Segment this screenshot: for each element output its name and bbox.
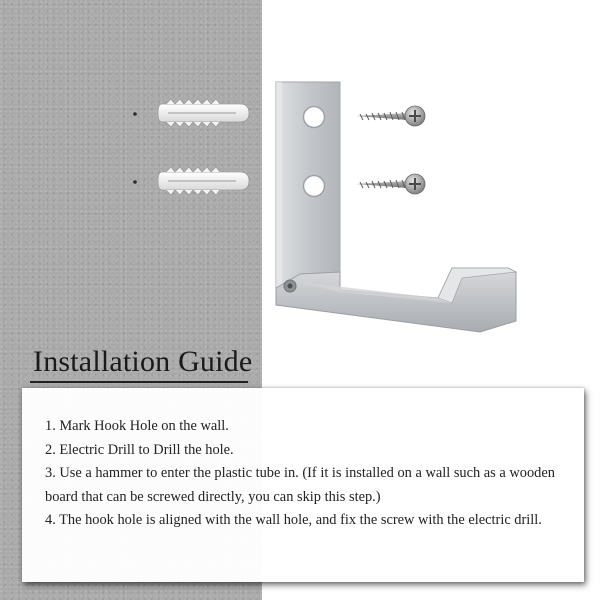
wall-anchor-top <box>158 99 249 127</box>
wall-anchor-bottom <box>158 167 249 195</box>
step-4: 4. The hook hole is aligned with the wall hole, and fix the screw with the electric drill. <box>45 512 542 528</box>
step-3: 3. Use a hammer to enter the plastic tube in. (If it is installed on a wall such as a wooden board that can be screwed directly, you can skip this step.) <box>45 465 555 505</box>
guide-title: Installation Guide <box>33 345 253 378</box>
title-underline <box>30 381 248 383</box>
hook-arm <box>276 268 516 332</box>
drill-hole-bottom <box>133 180 137 184</box>
screw-top <box>356 106 425 126</box>
folding-hook <box>276 82 516 332</box>
drill-hole-top <box>133 112 137 116</box>
hook-screw-hole-bottom <box>304 176 325 197</box>
instruction-steps <box>45 415 565 533</box>
step-2: 2. Electric Drill to Drill the hole. <box>45 441 234 458</box>
step-1: 1. Mark Hook Hole on the wall. <box>45 418 229 434</box>
hook-screw-hole-top <box>304 107 325 128</box>
screw-bottom <box>356 174 425 194</box>
